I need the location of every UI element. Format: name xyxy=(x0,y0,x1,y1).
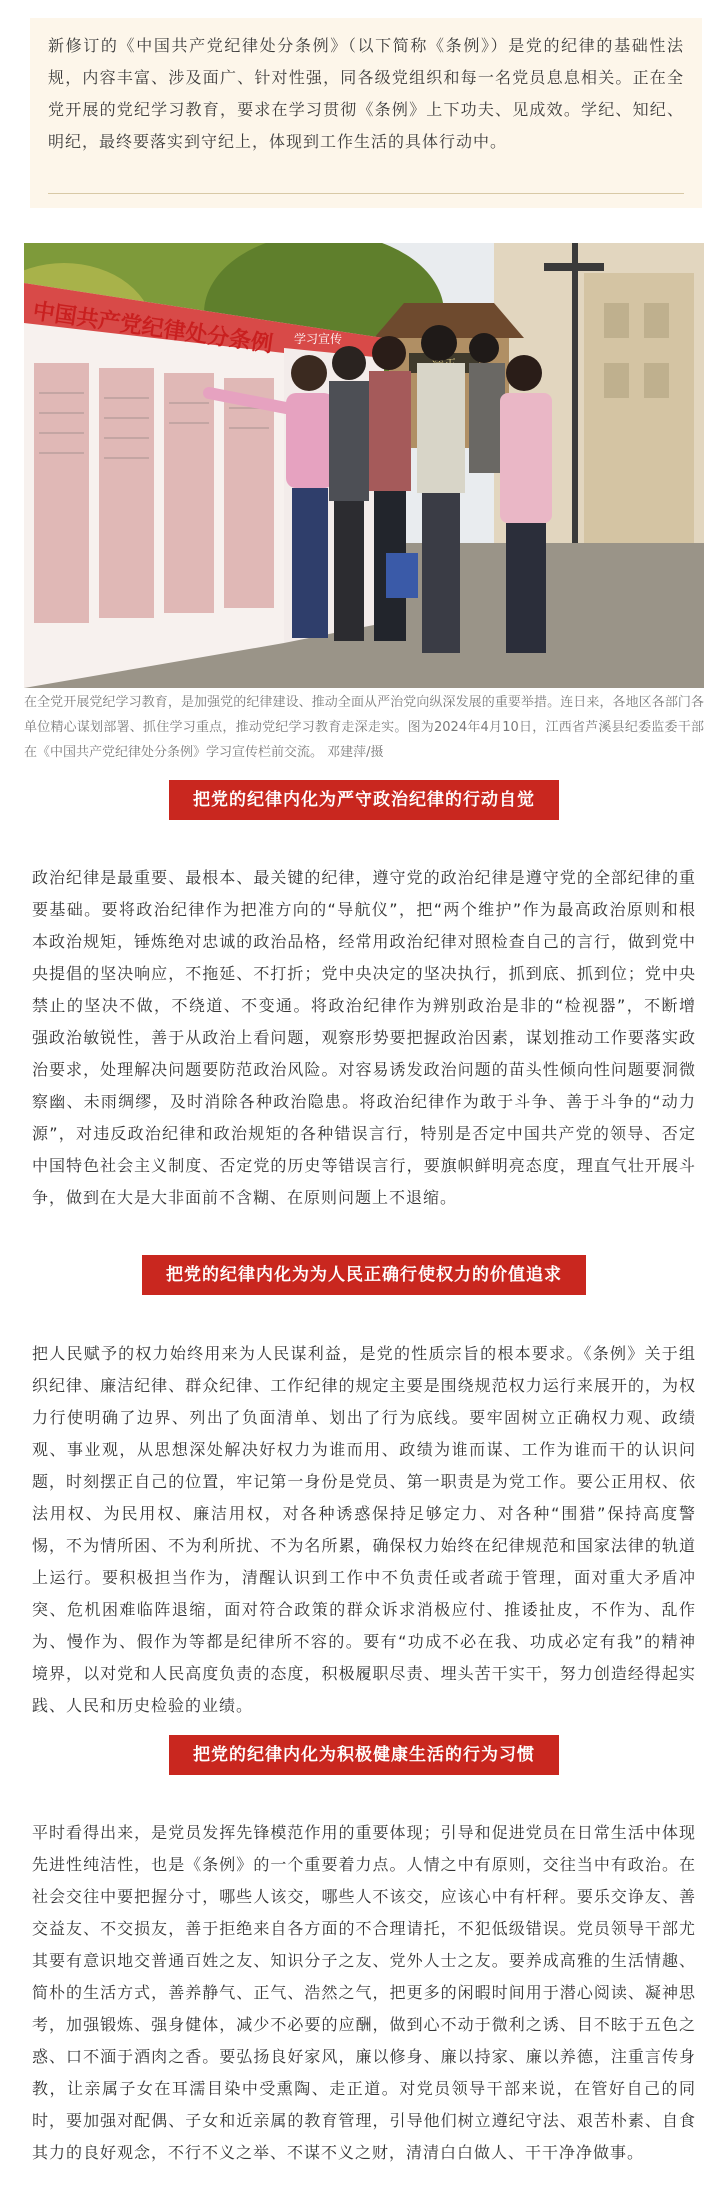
photo-caption: 在全党开展党纪学习教育，是加强党的纪律建设、推动全面从严治党向纵深发展的重要举措。连日来，各地区各部门各单位精心谋划部署、抓住学习重点，推动党纪学习教育走深走实。图为2024年4月10日，江西省芦溪县纪委监委干部在《中国共产党纪律处分条例》学习宣传栏前交流。 邓建萍/摄 xyxy=(24,695,704,760)
section-2-heading: 把党的纪律内化为为人民正确行使权力的价值追求 xyxy=(142,1255,586,1295)
section-3-body: 平时看得出来，是党员发挥先锋模范作用的重要体现；引导和促进党员在日常生活中体现先进性纯洁性，也是《条例》的一个重要着力点。人情之中有原则，交往当中有政治。在社会交往中要把握分寸，哪些人该交，哪些人不该交，应该心中有杆秤。要乐交诤友、善交益友、不交损友，善于拒绝来自各方面的不合理请托，不犯低级错误。党员领导干部尤其要有意识地交普通百姓之友、知识分子之友、党外人士之友。要养成高雅的生活情趣、简朴的生活方式，善养静气、正气、浩然之气，把更多的闲暇时间用于潜心阅读、凝神思考，加强锻炼、强身健体，减少不必要的应酬，做到心不动于微利之诱、目不眩于五色之惑、口不湎于酒肉之香。要弘扬良好家风，廉以修身、廉以持家、廉以养德，注重言传身教，让亲属子女在耳濡目染中受熏陶、走正道。对党员领导干部来说，在管好自己的同时，要加强对配偶、子女和近亲属的教育管理，引导他们树立遵纪守法、艰苦朴素、自食其力的良好观念，不行不义之举、不谋不义之财，清清白白做人、干干净净做事。 xyxy=(32,1823,696,2162)
board-subtitle: 学习宣传 xyxy=(294,332,343,346)
intro-divider xyxy=(48,193,684,194)
section-3-header xyxy=(0,1735,728,1775)
section-1-body: 政治纪律是最重要、最根本、最关键的纪律，遵守党的政治纪律是遵守党的全部纪律的重要基础。要将政治纪律作为把准方向的“导航仪”，把“两个维护”作为最高政治原则和根本政治规矩，锤炼绝对忠诚的政治品格，经常用政治纪律对照检查自己的言行，做到党中央提倡的坚决响应，不拖延、不打折；党中央决定的坚决执行，抓到底、抓到位；党中央禁止的坚决不做，不绕道、不变通。将政治纪律作为辨别政治是非的“检视器”，不断增强政治敏锐性，善于从政治上看问题，观察形势要把握政治因素，谋划推动工作要落实政治要求，处理解决问题要防范政治风险。对容易诱发政治问题的苗头性倾向性问题要洞微察幽、未雨绸缪，及时消除各种政治隐患。将政治纪律作为敢于斗争、善于斗争的“动力源”，对违反政治纪律和政治规矩的各种错误言行，特别是否定中国共产党的领导、否定中国特色社会主义制度、否定党的历史等错误言行，要旗帜鲜明亮态度，理直气壮开展斗争，做到在大是大非面前不含糊、在原则问题上不退缩。 xyxy=(32,868,696,1207)
section-2-body: 把人民赋予的权力始终用来为人民谋利益，是党的性质宗旨的根本要求。《条例》关于组织纪律、廉洁纪律、群众纪律、工作纪律的规定主要是围绕规范权力运行来展开的，为权力行使明确了边界、列出了负面清单、划出了行为底线。要牢固树立正确权力观、政绩观、事业观，从思想深处解决好权力为谁而用、政绩为谁而谋、工作为谁而干的认识问题，时刻摆正自己的位置，牢记第一身份是党员、第一职责是为党工作。要公正用权、依法用权、为民用权、廉洁用权，对各种诱惑保持足够定力、对各种“围猎”保持高度警惕，不为情所困、不为利所扰、不为名所累，确保权力始终在纪律规范和国家法律的轨道上运行。要积极担当作为，清醒认识到工作中不负责任或者疏于管理，面对重大矛盾冲突、危机困难临阵退缩，面对符合政策的群众诉求消极应付、推诿扯皮，不作为、乱作为、慢作为、假作为等都是纪律所不容的。要有“功成不必在我、功成必定有我”的精神境界，以对党和人民高度负责的态度，积极履职尽责、埋头苦干实干，努力创造经得起实践、人民和历史检验的业绩。 xyxy=(32,1344,696,1715)
section-1-heading: 把党的纪律内化为严守政治纪律的行动自觉 xyxy=(169,780,559,820)
section-1-header xyxy=(0,780,728,820)
section-3-heading: 把党的纪律内化为积极健康生活的行为习惯 xyxy=(169,1735,559,1775)
board-title: 中国共产党纪律处分条例 xyxy=(31,299,275,358)
section-2-header xyxy=(0,1255,728,1295)
intro-text: 新修订的《中国共产党纪律处分条例》（以下简称《条例》）是党的纪律的基础性法规，内容丰富、涉及面广、针对性强，同各级党组织和每一名党员息息相关。正在全党开展的党纪学习教育，要求在学习贯彻《条例》上下功夫、见成效。学纪、知纪、明纪，最终要落实到守纪上，体现到工作生活的具体行动中。 xyxy=(48,36,684,151)
intro-box xyxy=(30,18,702,208)
news-photo xyxy=(24,243,704,688)
